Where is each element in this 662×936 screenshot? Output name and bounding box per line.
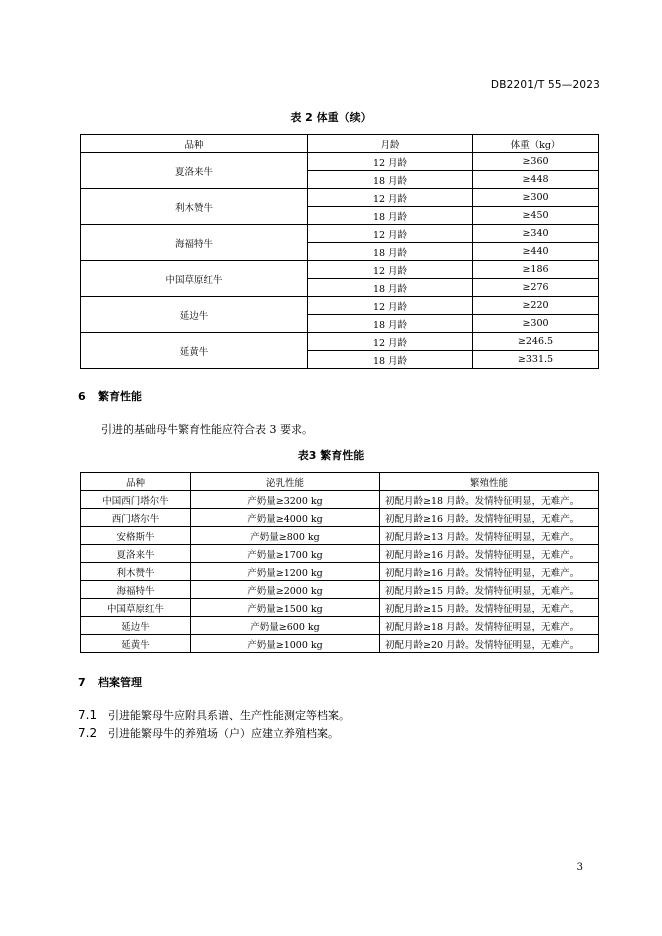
weight-cell: ≥220	[473, 297, 599, 315]
weight-cell: ≥450	[473, 207, 599, 225]
age-cell: 12 月龄	[308, 297, 473, 315]
column-header-reproduction: 繁殖性能	[380, 473, 599, 491]
weight-cell: ≥360	[473, 153, 599, 171]
table-row	[81, 599, 599, 617]
clause-number: 7.2	[78, 726, 98, 740]
breeding-table	[80, 472, 599, 653]
section-7-heading	[78, 674, 142, 690]
reproduction-cell: 初配月龄≥13 月龄。发情特征明显，无难产。	[380, 527, 599, 545]
age-cell: 18 月龄	[308, 171, 473, 189]
breed-cell: 海福特牛	[81, 581, 191, 599]
lactation-cell: 产奶量≥1700 kg	[191, 545, 380, 563]
breed-cell: 利木赞牛	[81, 189, 308, 225]
table-row	[81, 527, 599, 545]
breed-cell: 海福特牛	[81, 225, 308, 261]
table-row	[81, 617, 599, 635]
clause-number: 7.1	[78, 708, 98, 722]
lactation-cell: 产奶量≥2000 kg	[191, 581, 380, 599]
reproduction-cell: 初配月龄≥18 月龄。发情特征明显，无难产。	[380, 617, 599, 635]
section-number: 7	[78, 676, 86, 689]
table3-caption: 表3 繁育性能	[297, 449, 365, 462]
document-code: DB2201/T 55—2023	[490, 79, 600, 91]
page-number: 3	[576, 862, 583, 873]
lactation-cell: 产奶量≥1500 kg	[191, 599, 380, 617]
age-cell: 12 月龄	[308, 261, 473, 279]
section-number: 6	[78, 390, 86, 403]
lactation-cell: 产奶量≥800 kg	[191, 527, 380, 545]
table-row	[81, 545, 599, 563]
lactation-cell: 产奶量≥1000 kg	[191, 635, 380, 653]
table-row	[81, 491, 599, 509]
column-header-age: 月龄	[308, 135, 473, 153]
table-row	[81, 261, 599, 279]
breed-cell: 夏洛来牛	[81, 153, 308, 189]
weight-cell: ≥300	[473, 315, 599, 333]
clause-7-2	[78, 725, 339, 741]
weight-cell: ≥440	[473, 243, 599, 261]
breed-cell: 延黄牛	[81, 635, 191, 653]
age-cell: 12 月龄	[308, 153, 473, 171]
reproduction-cell: 初配月龄≥16 月龄。发情特征明显，无难产。	[380, 509, 599, 527]
table-row	[81, 563, 599, 581]
lactation-cell: 产奶量≥4000 kg	[191, 509, 380, 527]
age-cell: 12 月龄	[308, 225, 473, 243]
reproduction-cell: 初配月龄≥18 月龄。发情特征明显，无难产。	[380, 491, 599, 509]
weight-cell: ≥276	[473, 279, 599, 297]
breed-cell: 安格斯牛	[81, 527, 191, 545]
table-row	[81, 297, 599, 315]
column-header-breed: 品种	[81, 135, 308, 153]
breed-cell: 延边牛	[81, 297, 308, 333]
column-header-breed: 品种	[81, 473, 191, 491]
reproduction-cell: 初配月龄≥16 月龄。发情特征明显，无难产。	[380, 545, 599, 563]
weight-cell: ≥186	[473, 261, 599, 279]
lactation-cell: 产奶量≥600 kg	[191, 617, 380, 635]
reproduction-cell: 初配月龄≥15 月龄。发情特征明显，无难产。	[380, 581, 599, 599]
weight-cell: ≥246.5	[473, 333, 599, 351]
table-row	[81, 509, 599, 527]
age-cell: 18 月龄	[308, 207, 473, 225]
table-row	[81, 153, 599, 171]
section-6-heading	[78, 388, 142, 404]
table-row	[81, 333, 599, 351]
age-cell: 12 月龄	[308, 189, 473, 207]
weight-cell: ≥448	[473, 171, 599, 189]
clause-text: 引进能繁母牛的养殖场（户）应建立养殖档案。	[108, 727, 339, 740]
lactation-cell: 产奶量≥3200 kg	[191, 491, 380, 509]
table-header-row	[81, 135, 599, 153]
column-header-weight: 体重（kg）	[473, 135, 599, 153]
reproduction-cell: 初配月龄≥15 月龄。发情特征明显，无难产。	[380, 599, 599, 617]
breed-cell: 延黄牛	[81, 333, 308, 369]
weight-cell: ≥331.5	[473, 351, 599, 369]
table-row	[81, 225, 599, 243]
table2-caption: 表 2 体重（续）	[290, 111, 372, 124]
breed-cell: 西门塔尔牛	[81, 509, 191, 527]
table-row	[81, 581, 599, 599]
breed-cell: 利木赞牛	[81, 563, 191, 581]
age-cell: 18 月龄	[308, 243, 473, 261]
weight-table	[80, 134, 599, 369]
reproduction-cell: 初配月龄≥16 月龄。发情特征明显，无难产。	[380, 563, 599, 581]
clause-text: 引进能繁母牛应附具系谱、生产性能测定等档案。	[108, 709, 350, 722]
table-header-row	[81, 473, 599, 491]
age-cell: 18 月龄	[308, 279, 473, 297]
table-row	[81, 189, 599, 207]
age-cell: 12 月龄	[308, 333, 473, 351]
clause-7-1	[78, 707, 350, 723]
breed-cell: 夏洛来牛	[81, 545, 191, 563]
breed-cell: 中国西门塔尔牛	[81, 491, 191, 509]
age-cell: 18 月龄	[308, 351, 473, 369]
column-header-lactation: 泌乳性能	[191, 473, 380, 491]
section-title: 繁育性能	[98, 390, 142, 403]
reproduction-cell: 初配月龄≥20 月龄。发情特征明显，无难产。	[380, 635, 599, 653]
section-6-paragraph: 引进的基础母牛繁育性能应符合表 3 要求。	[101, 423, 313, 436]
breed-cell: 中国草原红牛	[81, 599, 191, 617]
age-cell: 18 月龄	[308, 315, 473, 333]
table-row	[81, 635, 599, 653]
breed-cell: 中国草原红牛	[81, 261, 308, 297]
section-title: 档案管理	[98, 676, 142, 689]
breed-cell: 延边牛	[81, 617, 191, 635]
weight-cell: ≥300	[473, 189, 599, 207]
lactation-cell: 产奶量≥1200 kg	[191, 563, 380, 581]
weight-cell: ≥340	[473, 225, 599, 243]
